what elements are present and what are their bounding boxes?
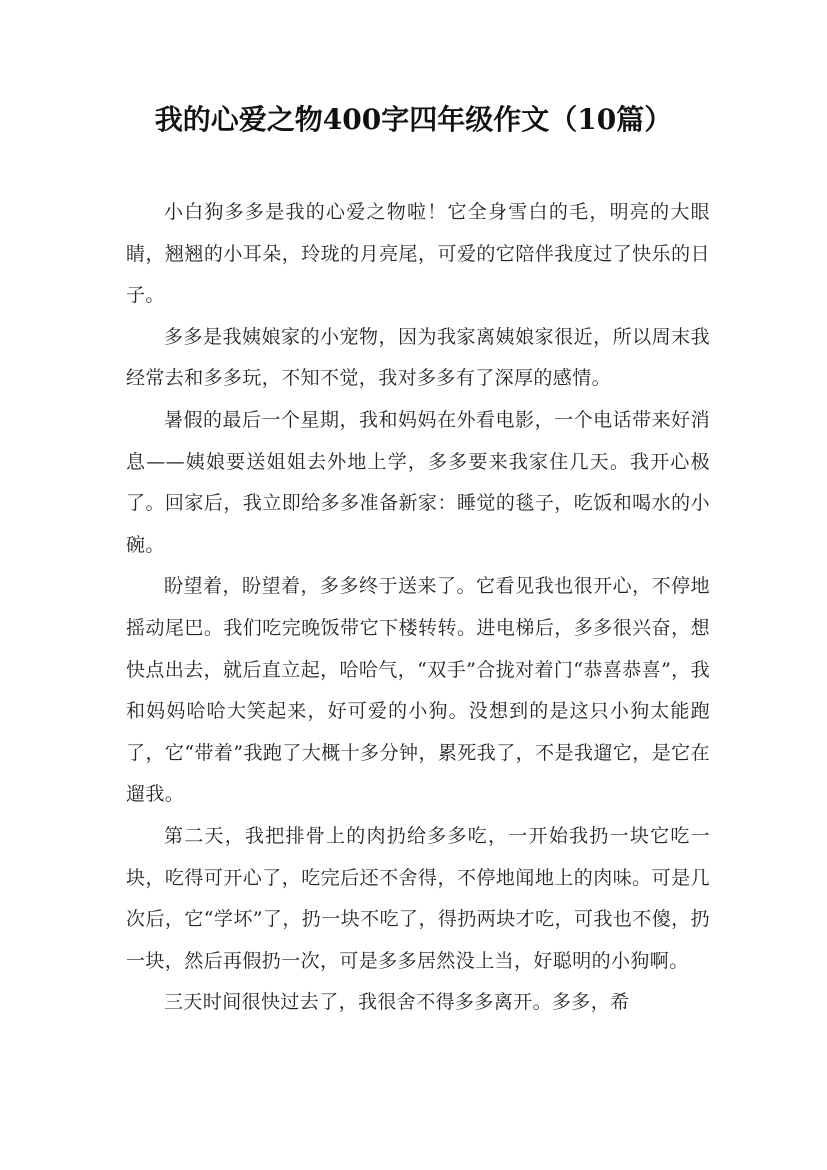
page-title: 我的心爱之物400字四年级作文（10篇） (154, 103, 673, 136)
article-body (126, 192, 710, 1024)
paragraph-6: 三天时间很快过去了，我很舍不得多多离开。多多，希 (164, 991, 630, 1014)
paragraph-5: 第二天，我把排骨上的肉扔给多多吃，一开始我扔一块它吃一块，吃得可开心了，吃完后还不舍得，不停地闻地上的肉味。可是几次后，它“学坏”了，扔一块不吃了，得扔两块才吃，可我也不傻，扔一块，然后再假扔一次，可是多多居然没上当，好聪明的小狗啊。 (126, 824, 710, 972)
paragraph-4: 盼望着，盼望着，多多终于送来了。它看见我也很开心，不停地摇动尾巴。我们吃完晚饭带它下楼转转。进电梯后，多多很兴奋，想快点出去，就后直立起，哈哈气，“双手”合拢对着门“恭喜恭喜”，我和妈妈哈哈大笑起来，好可爱的小狗。没想到的是这只小狗太能跑了，它“带着”我跑了大概十多分钟，累死我了，不是我遛它，是它在遛我。 (126, 575, 710, 806)
paragraph-2: 多多是我姨娘家的小宠物，因为我家离姨娘家很近，所以周末我经常去和多多玩，不知不觉，我对多多有了深厚的感情。 (126, 325, 710, 390)
paragraph-1: 小白狗多多是我的心爱之物啦！它全身雪白的毛，明亮的大眼睛，翘翘的小耳朵，玲珑的月亮尾，可爱的它陪伴我度过了快乐的日子。 (126, 201, 710, 307)
paragraph-3: 暑假的最后一个星期，我和妈妈在外看电影，一个电话带来好消息——姨娘要送姐姐去外地上学，多多要来我家住几天。我开心极了。回家后，我立即给多多准备新家：睡觉的毯子，吃饭和喝水的小碗。 (126, 408, 710, 556)
